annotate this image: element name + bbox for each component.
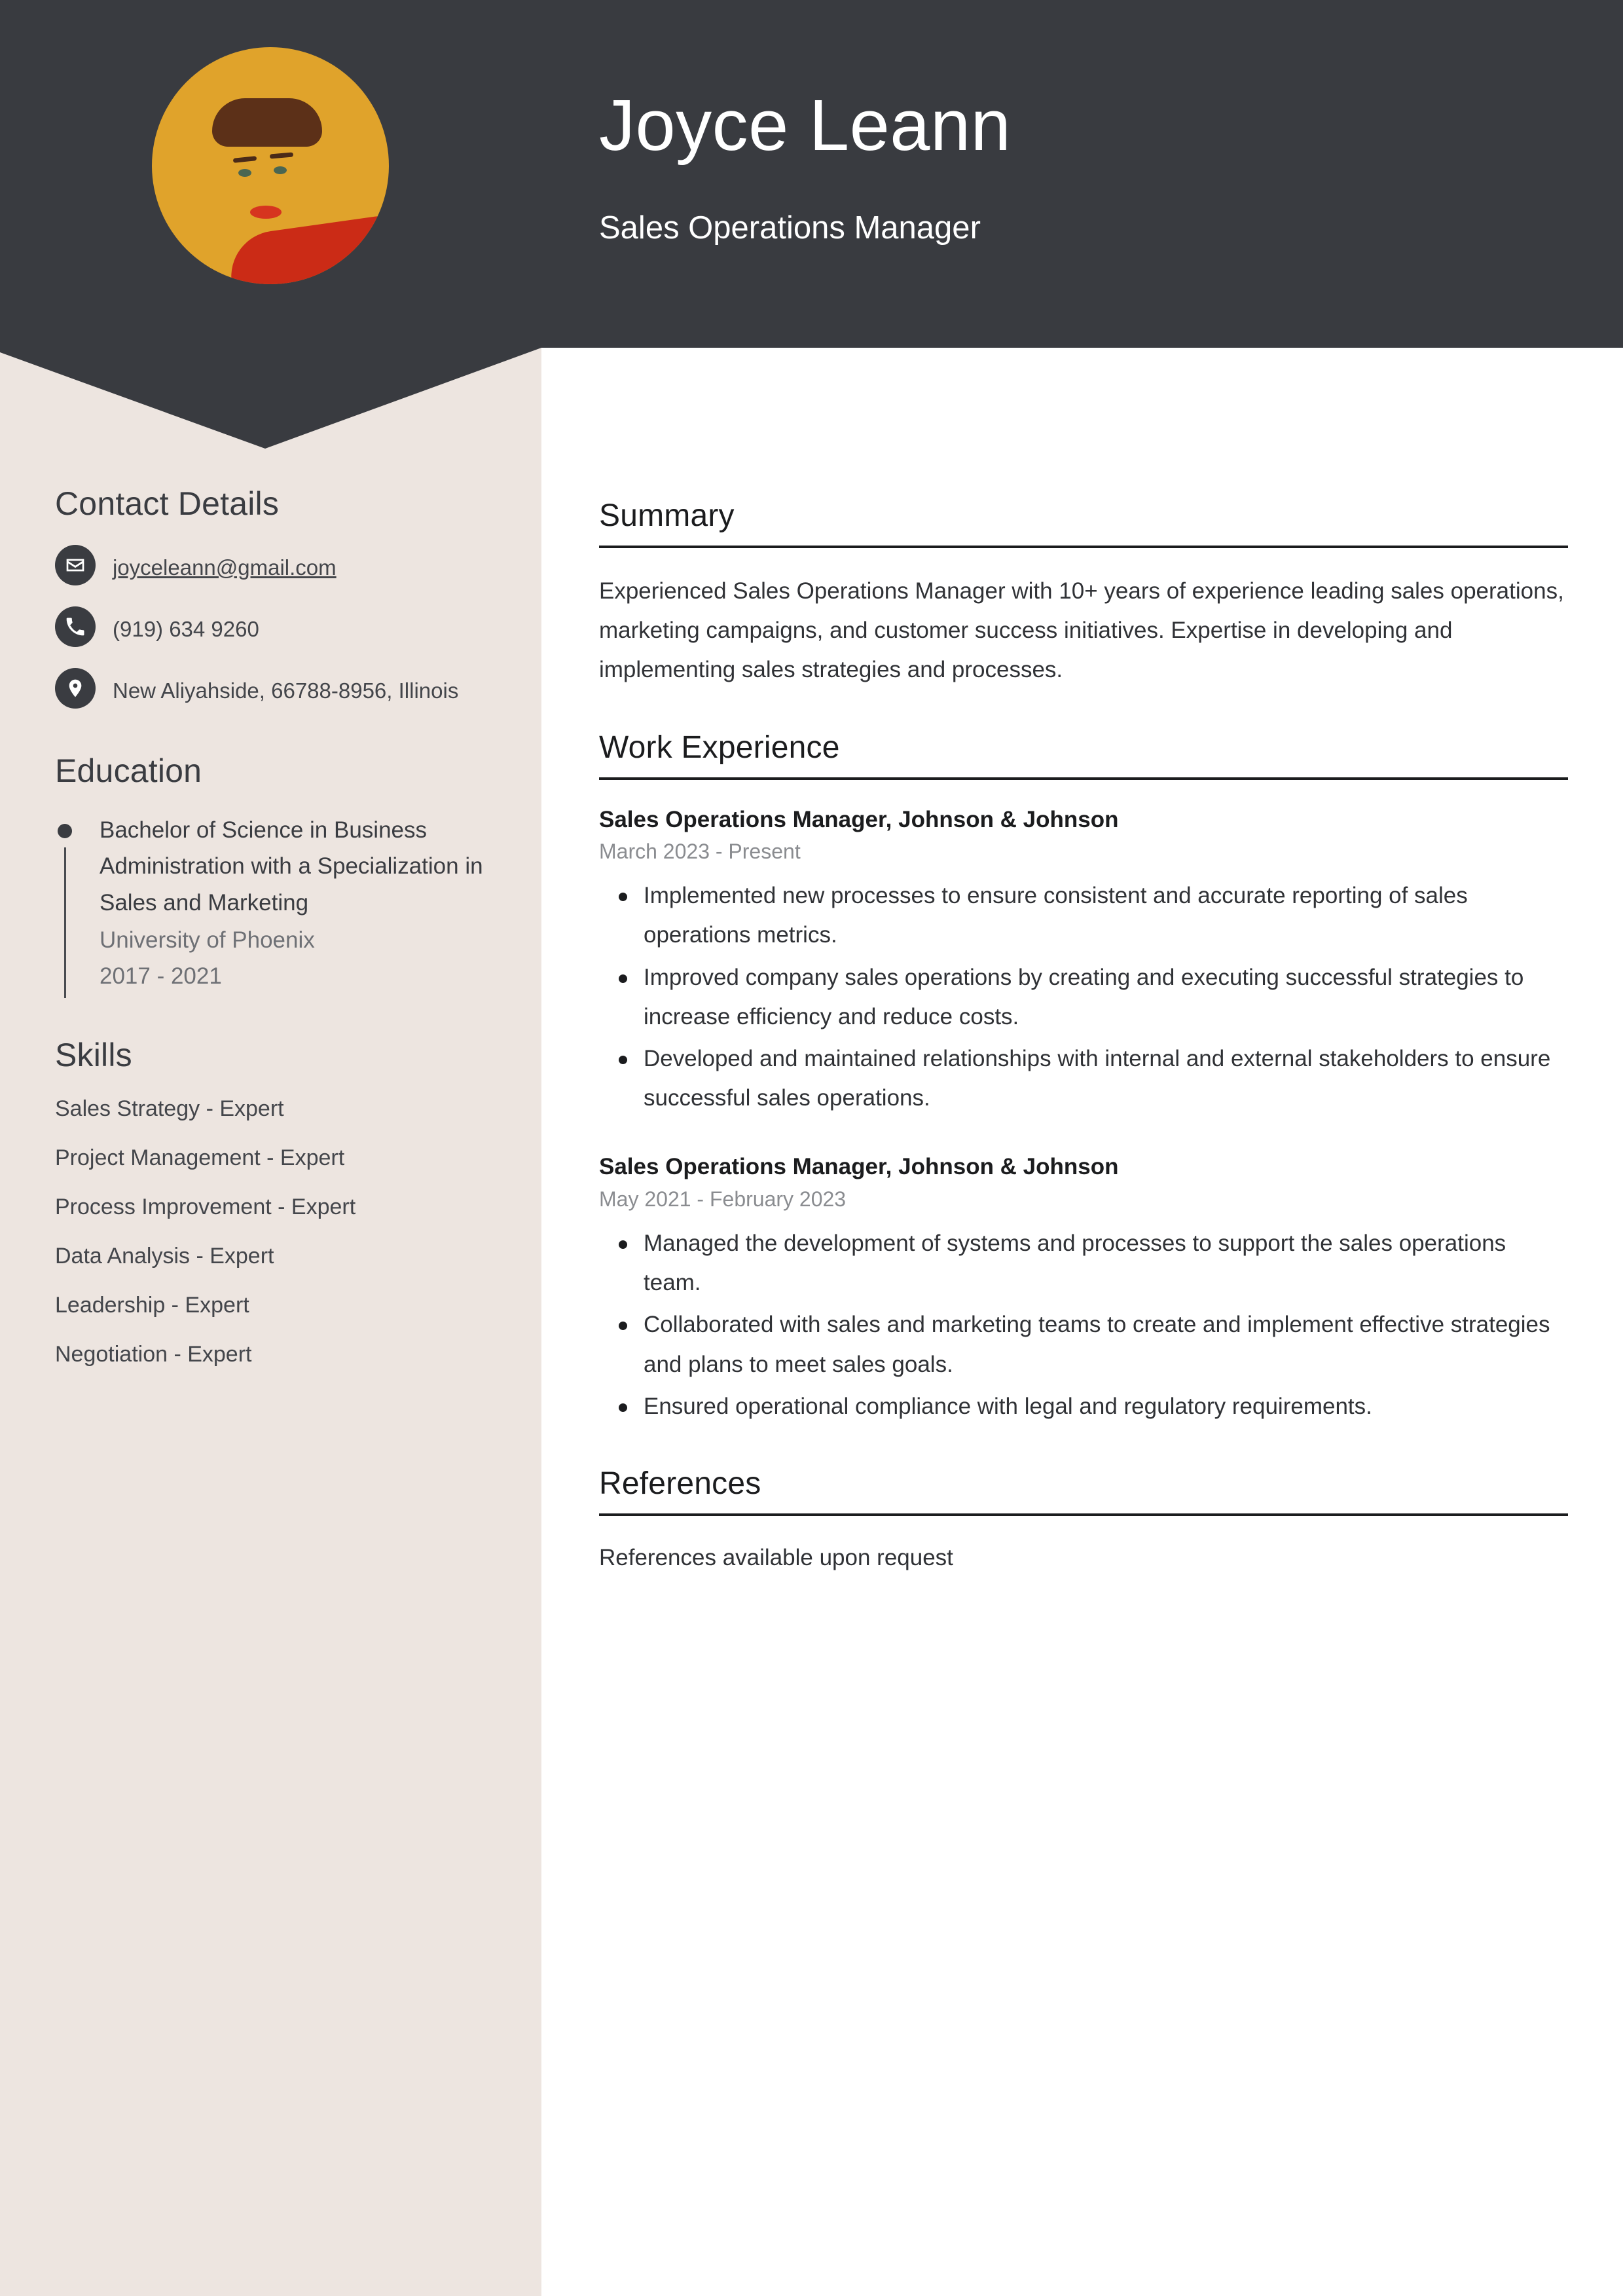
job-title: Sales Operations Manager, Johnson & Johnson	[599, 806, 1119, 832]
work-experience-section	[599, 730, 1568, 1426]
work-experience-divider	[599, 777, 1568, 780]
references-section	[599, 1466, 1568, 1576]
contact-details-title: Contact Details	[55, 485, 280, 522]
avatar-photo	[152, 47, 389, 284]
summary-text: Experienced Sales Operations Manager with 10+ years of experience leading sales operations, marketing campaigns, and customer success initiatives. Expertise in developing and implementing sales strategies and processes.	[599, 578, 1564, 683]
contact-email-value[interactable]: joyceleann@gmail.com	[113, 555, 337, 580]
summary-title: Summary	[599, 498, 735, 533]
envelope-icon	[55, 545, 96, 585]
job-bullet: Managed the development of systems and processes to support the sales operations team.	[599, 1224, 1568, 1303]
job-bullet-list	[599, 1224, 1568, 1426]
job-bullet: Developed and maintained relationships with internal and external stakeholders to ensure successful sales operations.	[599, 1039, 1568, 1118]
avatar-brow-right	[270, 152, 293, 158]
job-entry	[599, 1151, 1568, 1426]
contact-item-email[interactable]	[55, 545, 486, 585]
contact-phone-value: (919) 634 9260	[113, 617, 259, 641]
skills-title: Skills	[55, 1037, 132, 1074]
education-school: University of Phoenix	[100, 927, 315, 953]
avatar-eye-left	[238, 169, 251, 177]
education-item	[55, 812, 486, 998]
skill-item: Sales Strategy - Expert	[55, 1096, 284, 1122]
skill-item: Leadership - Expert	[55, 1293, 249, 1318]
summary-divider	[599, 546, 1568, 548]
sidebar	[0, 485, 541, 1394]
references-divider	[599, 1513, 1568, 1516]
job-dates: March 2023 - Present	[599, 840, 801, 864]
skill-item: Negotiation - Expert	[55, 1342, 252, 1367]
contact-details-section	[55, 485, 486, 709]
bullet-dot-icon	[58, 824, 72, 838]
avatar-collar	[225, 214, 389, 284]
education-years: 2017 - 2021	[100, 963, 222, 990]
job-title: Sales Operations Manager, Johnson & Johnson	[599, 1154, 1119, 1180]
work-experience-title: Work Experience	[599, 730, 840, 765]
contact-item-address	[55, 668, 486, 709]
phone-icon	[55, 606, 96, 647]
education-section	[55, 752, 486, 998]
map-pin-icon	[55, 668, 96, 709]
candidate-role: Sales Operations Manager	[599, 210, 981, 246]
job-bullet-list	[599, 876, 1568, 1118]
summary-section	[599, 498, 1568, 690]
job-bullet: Improved company sales operations by creating and executing successful strategies to increase efficiency and reduce costs.	[599, 958, 1568, 1037]
candidate-name: Joyce Leann	[599, 85, 1012, 166]
skill-item: Process Improvement - Expert	[55, 1194, 356, 1220]
avatar-lips	[250, 206, 282, 219]
job-dates: May 2021 - February 2023	[599, 1187, 847, 1212]
timeline-line	[64, 847, 66, 998]
references-title: References	[599, 1466, 761, 1501]
avatar	[152, 47, 389, 284]
skill-item: Project Management - Expert	[55, 1145, 345, 1171]
skill-item: Data Analysis - Expert	[55, 1244, 274, 1269]
job-bullet: Ensured operational compliance with legal and regulatory requirements.	[599, 1387, 1568, 1426]
job-bullet: Implemented new processes to ensure consistent and accurate reporting of sales operations metrics.	[599, 876, 1568, 955]
skills-section	[55, 1036, 486, 1367]
education-title: Education	[55, 752, 202, 789]
job-entry	[599, 804, 1568, 1119]
avatar-hair	[212, 98, 322, 147]
avatar-eye-right	[274, 166, 287, 174]
main-content	[599, 498, 1568, 1616]
education-degree: Bachelor of Science in Business Administration with a Specialization in Sales and Marketing	[100, 817, 483, 916]
contact-address-value: New Aliyahside, 66788-8956, Illinois	[113, 678, 459, 703]
avatar-brow-left	[233, 156, 257, 163]
job-bullet: Collaborated with sales and marketing teams to create and implement effective strategies and plans to meet sales goals.	[599, 1305, 1568, 1384]
contact-item-phone[interactable]	[55, 606, 486, 647]
references-text: References available upon request	[599, 1545, 953, 1570]
